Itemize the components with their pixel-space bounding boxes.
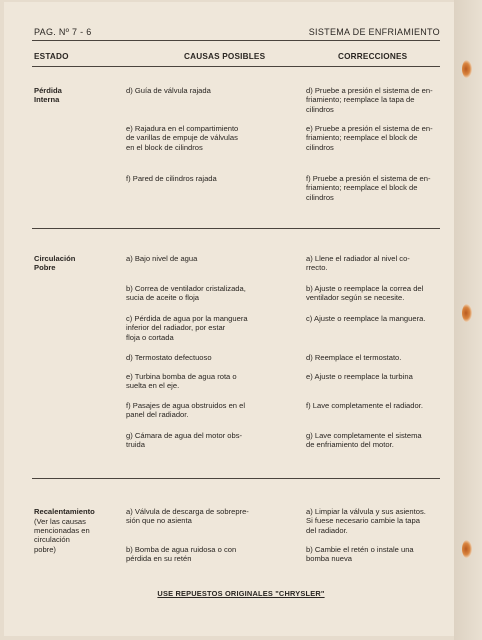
estado-note: (Ver las causas mencionadas en circulación pobre) <box>34 516 90 554</box>
causa-cell: c) Pérdida de agua por la manguera inferior del radiador, por estar floja o cortada <box>126 314 248 342</box>
causa-cell: e) Turbina bomba de agua rota o suelta en el eje. <box>126 372 237 391</box>
correccion-cell: g) Lave completamente el sistema de enfriamiento del motor. <box>306 431 422 450</box>
footer <box>0 583 482 601</box>
column-header-causas: CAUSAS POSIBLES <box>184 52 266 61</box>
causa-cell: a) Válvula de descarga de sobrepre- sión que no asienta <box>126 507 249 526</box>
correccion-cell: e) Pruebe a presión el sistema de en- friamiento; reemplace el block de cilindros <box>306 124 433 152</box>
column-header-correcciones: CORRECCIONES <box>338 52 408 61</box>
page-number: PAG. Nº 7 - 6 <box>34 27 92 37</box>
causa-cell: f) Pared de cilindros rajada <box>126 174 217 183</box>
estado-label: Circulación Pobre <box>34 254 76 273</box>
header-rule <box>32 40 440 41</box>
estado-label: Recalentamiento <box>34 507 95 516</box>
correccion-cell: e) Ajuste o reemplace la turbina <box>306 372 413 381</box>
correccion-cell: d) Pruebe a presión el sistema de en- friamiento; reemplace la tapa de cilindros <box>306 86 433 114</box>
correccion-cell: b) Cambie el retén o instale una bomba nueva <box>306 545 414 564</box>
section-title: SISTEMA DE ENFRIAMIENTO <box>308 27 440 37</box>
causa-cell: b) Correa de ventilador cristalizada, sucia de aceite o floja <box>126 284 246 303</box>
binder-hole <box>462 540 472 558</box>
causa-cell: a) Bajo nivel de agua <box>126 254 198 263</box>
correccion-cell: a) Limpiar la válvula y sus asientos. Si fuese necesario cambie la tapa del radiador. <box>306 507 426 535</box>
causa-cell: g) Cámara de agua del motor obs- truida <box>126 431 243 450</box>
estado-label: Pérdida Interna <box>34 86 62 105</box>
causa-cell: e) Rajadura en el compartimiento de varillas de empuje de válvulas en el block de cilindros <box>126 124 239 152</box>
column-header-estado: ESTADO <box>34 52 69 61</box>
footer-text: USE REPUESTOS ORIGINALES "CHRYSLER" <box>157 589 325 598</box>
causa-cell: d) Guía de válvula rajada <box>126 86 211 95</box>
causa-cell: b) Bomba de agua ruidosa o con pérdida en su retén <box>126 545 237 564</box>
correccion-cell: b) Ajuste o reemplace la correa del ventilador según se necesite. <box>306 284 424 303</box>
correccion-cell: c) Ajuste o reemplace la manguera. <box>306 314 426 323</box>
causa-cell: f) Pasajes de agua obstruidos en el panel del radiador. <box>126 401 246 420</box>
correccion-cell: f) Lave completamente el radiador. <box>306 401 423 410</box>
correccion-cell: d) Reemplace el termostato. <box>306 353 402 362</box>
column-header-rule <box>32 66 440 67</box>
binder-hole <box>462 304 472 322</box>
correccion-cell: a) Llene el radiador al nivel co- rrecto. <box>306 254 410 273</box>
causa-cell: d) Termostato defectuoso <box>126 353 212 362</box>
section-divider <box>32 228 440 229</box>
section-divider <box>32 478 440 479</box>
correccion-cell: f) Pruebe a presión el sistema de en- friamiento; reemplace el block de cilindros <box>306 174 431 202</box>
binder-hole <box>462 60 472 78</box>
